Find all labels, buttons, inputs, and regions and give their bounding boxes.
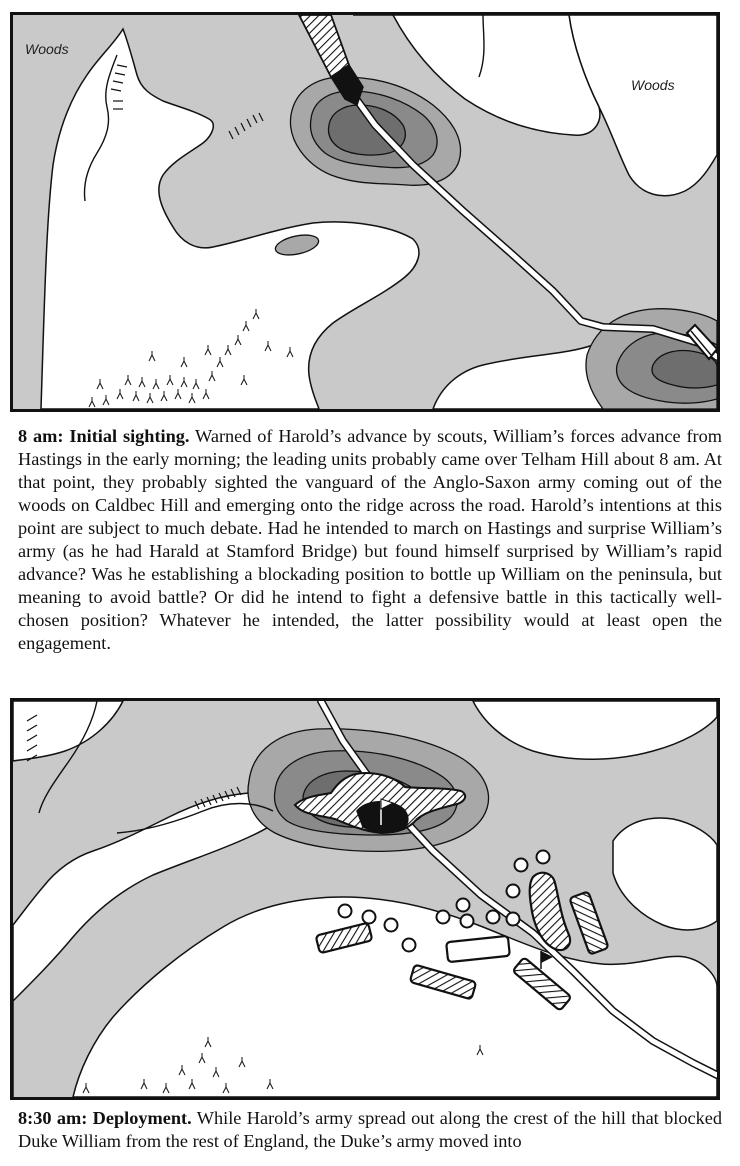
caption-deployment-body: While Harold’s army spread out along the crest of the hill that blocked Duke William from the rest of England, the Duke’s army moved into: [18, 1108, 722, 1151]
caption-initial-sighting-body: Warned of Harold’s advance by scouts, William’s forces advance from Hastings in the early morning; the leading units probably came over Telham Hill about 8 am. At that point, they probably sighted the vanguard of the Anglo-Saxon army coming out of the woods on Caldbec Hill and emerging onto the ridge across the road. Harold’s intentions at this point are subject to much debate. Had he intended to march on Hastings and surprise William’s army (as he had Harald at Stamford Bridge) but found himself surprised by William’s rapid advance? Was he establishing a blockading position to bottle up William on the peninsula, but meaning to avoid battle? Or did he intend to fight a defensive battle in this tactically well-chosen position? Whatever he intended, the latter possibility would at least open the engagement.: [18, 426, 722, 653]
open-ground-northeast: [613, 818, 717, 930]
norman-unit: [569, 891, 608, 954]
anglo-saxon-column: [299, 15, 349, 77]
woods-label-left: Woods: [25, 41, 69, 57]
map-initial-sighting-terrain: [13, 15, 717, 409]
map-deployment: [10, 698, 720, 1100]
open-ground-north: [473, 701, 717, 759]
open-ground-northwest: [13, 701, 123, 761]
caption-deployment-heading: 8:30 am: Deployment.: [18, 1108, 192, 1128]
map-initial-sighting: [10, 12, 720, 412]
map-deployment-terrain: [13, 701, 717, 1097]
caption-initial-sighting-heading: 8 am: Initial sighting.: [18, 426, 190, 446]
caption-initial-sighting: [18, 425, 722, 655]
caption-deployment: [18, 1107, 722, 1153]
woods-label-right: Woods: [631, 77, 675, 93]
